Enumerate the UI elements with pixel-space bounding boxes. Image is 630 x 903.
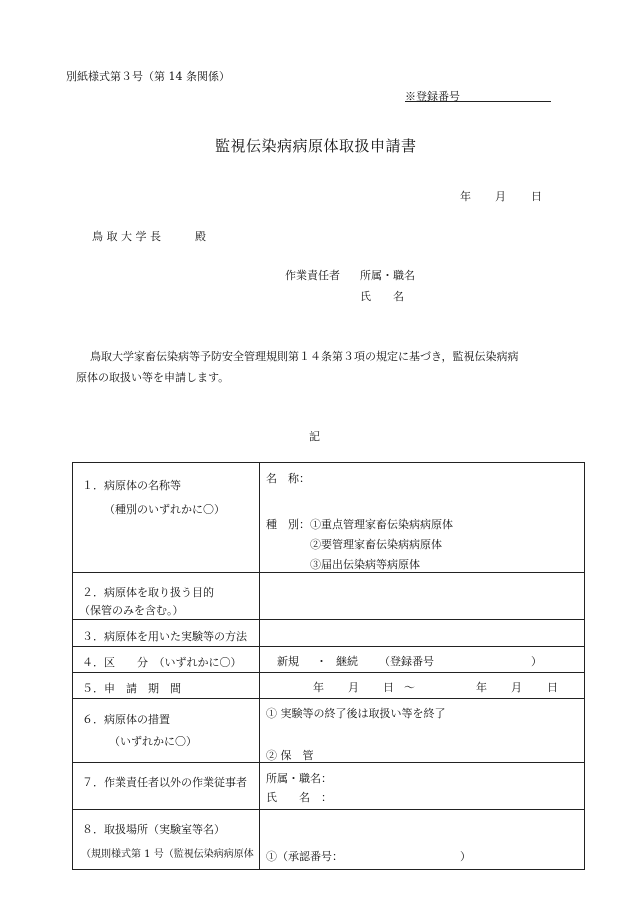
row1-sub: （種別のいずれかに〇）: [104, 503, 225, 516]
period-tilde: ～: [404, 681, 415, 694]
addressee-name: 鳥 取 大 学 長: [92, 230, 161, 243]
purpose-field[interactable]: [260, 573, 585, 620]
period-start-year: 年: [313, 681, 324, 694]
category-new[interactable]: 新規: [277, 655, 299, 668]
category-cell[interactable]: [260, 647, 585, 673]
pathogen-type-option-3[interactable]: ③届出伝染病等病原体: [310, 558, 420, 571]
addressee-honorific: 殿: [195, 230, 206, 243]
table-row: [73, 463, 585, 573]
disposition-cell[interactable]: [260, 699, 585, 763]
period-end-year: 年: [476, 681, 487, 694]
date-day: 日: [531, 190, 542, 203]
pathogen-name-label: 名 称：: [266, 472, 310, 485]
row1-label-cell: [73, 463, 260, 573]
table-row: [73, 699, 585, 763]
method-field[interactable]: [260, 620, 585, 647]
date-year: 年: [460, 190, 471, 203]
body-text-line-1: 鳥取大学家畜伝染病等予防安全管理規則第１４条第３項の規定に基づき，監視伝染病病: [90, 350, 519, 363]
ki-heading: 記: [309, 430, 320, 443]
row1-value-cell[interactable]: [260, 463, 585, 573]
applicant-name-label: 氏 名: [360, 290, 404, 303]
row7-label: ７．作業責任者以外の作業従事者: [82, 776, 247, 789]
disposition-option-1[interactable]: ① 実験等の終了後は取扱い等を終了: [266, 707, 446, 720]
registration-number-label: ※登録番号: [405, 90, 460, 103]
table-row: [73, 573, 585, 620]
location-cell[interactable]: [260, 810, 585, 870]
form-number: 別紙様式第３号（第 14 条関係）: [66, 70, 230, 83]
pathogen-type-option-1[interactable]: ①重点管理家畜伝染病病原体: [310, 518, 453, 531]
document-title: 監視伝染病病原体取扱申請書: [215, 137, 417, 155]
table-row: [73, 647, 585, 673]
applicant-affiliation-label: 所属・職名: [360, 269, 415, 282]
period-end-month: 月: [511, 681, 522, 694]
row7-label-cell: [73, 763, 260, 810]
table-row: [73, 763, 585, 810]
category-registration-open: （登録番号: [379, 655, 434, 668]
approval-number-open: ①（承認番号：: [266, 850, 343, 863]
row8-sub: （規則様式第 1 号（監視伝染病病原体: [81, 849, 254, 860]
category-registration-close: ）: [531, 655, 542, 668]
pathogen-type-option-2[interactable]: ②要管理家畜伝染病病原体: [310, 538, 442, 551]
row2-label-cell: [73, 573, 260, 620]
row6-label: ６．病原体の措置: [82, 713, 170, 726]
workers-cell[interactable]: [260, 763, 585, 810]
row6-label-cell: [73, 699, 260, 763]
application-table: [72, 462, 585, 870]
period-start-day: 日: [383, 681, 394, 694]
row3-label-cell: [73, 620, 260, 647]
row4-label-cell: [73, 647, 260, 673]
row5-label-cell: [73, 673, 260, 699]
row1-label: １．病原体の名称等: [82, 479, 181, 492]
row2-label: ２．病原体を取り扱う目的: [82, 586, 214, 599]
applicant-role: 作業責任者: [285, 269, 340, 282]
category-continue[interactable]: 継続: [336, 655, 358, 668]
table-row: [73, 673, 585, 699]
row6-sub: （いずれかに〇）: [109, 735, 197, 748]
table-row: [73, 810, 585, 870]
body-text-line-2: 原体の取扱い等を申請します。: [76, 371, 230, 384]
approval-number-close: ）: [460, 850, 471, 863]
registration-number-line: [405, 101, 551, 102]
row3-label: ３．病原体を用いた実験等の方法: [82, 630, 247, 643]
period-cell[interactable]: [260, 673, 585, 699]
date-month: 月: [495, 190, 506, 203]
table-row: [73, 620, 585, 647]
row8-label-cell: [73, 810, 260, 870]
row2-sub: （保管のみを含む。）: [79, 604, 184, 617]
row8-label: ８．取扱場所（実験室等名）: [82, 823, 225, 836]
disposition-option-2[interactable]: ② 保 管: [266, 749, 314, 762]
period-start-month: 月: [348, 681, 359, 694]
workers-name-label: 氏 名 ：: [266, 791, 332, 804]
pathogen-type-label: 種 別：: [266, 518, 310, 531]
category-separator: ・: [316, 655, 327, 668]
row5-label: ５．申 請 期 間: [82, 682, 181, 695]
workers-affiliation-label: 所属・職名：: [266, 772, 332, 785]
row4-label: ４．区 分 （いずれかに〇）: [82, 656, 242, 669]
period-end-day: 日: [547, 681, 558, 694]
